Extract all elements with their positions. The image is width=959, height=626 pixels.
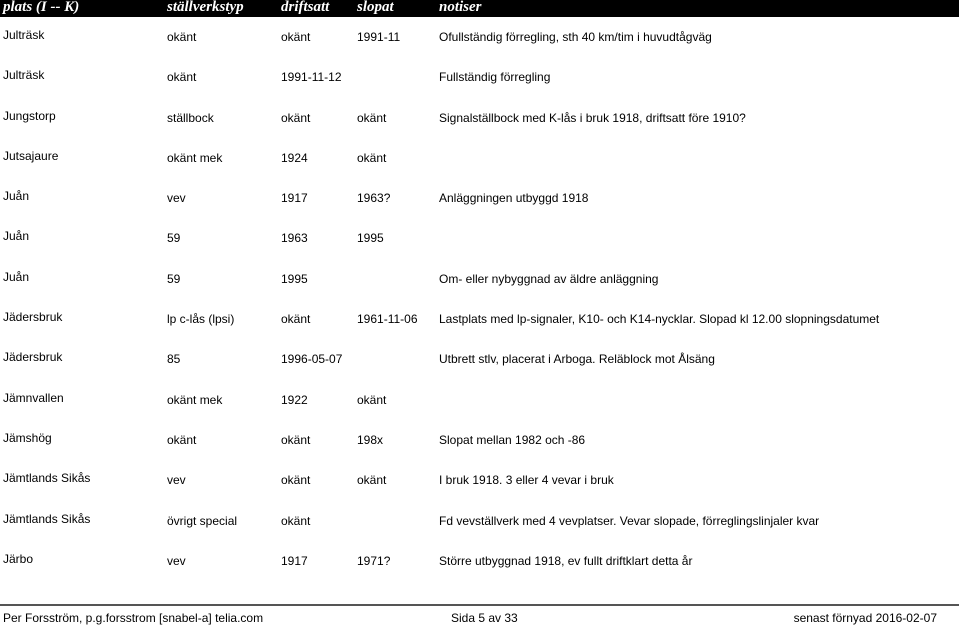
cell-notiser: Om- eller nybyggnad av äldre anläggning <box>439 271 659 286</box>
footer-divider <box>0 604 959 606</box>
cell-plats: Jämshög <box>3 430 52 445</box>
cell-slopat: okänt <box>357 110 387 125</box>
cell-notiser: I bruk 1918. 3 eller 4 vevar i bruk <box>439 473 614 488</box>
cell-slopat: okänt <box>357 150 387 165</box>
table-row <box>0 138 959 178</box>
footer-updated-date: senast förnyad 2016-02-07 <box>793 611 937 625</box>
cell-slopat: 1963? <box>357 191 391 206</box>
table-row <box>0 380 959 420</box>
cell-slopat: 1961-11-06 <box>357 312 418 327</box>
table-row <box>0 57 959 97</box>
cell-plats: Jutsajaure <box>3 148 59 163</box>
cell-plats: Jungstorp <box>3 108 56 123</box>
table-row <box>0 218 959 258</box>
cell-driftsatt: okänt <box>281 312 311 327</box>
cell-stallverkstyp: 59 <box>167 231 181 246</box>
cell-stallverkstyp: okänt <box>167 432 197 447</box>
cell-notiser: Fullständig förregling <box>439 70 551 85</box>
cell-slopat: 1971? <box>357 553 391 568</box>
cell-driftsatt: okänt <box>281 110 311 125</box>
cell-driftsatt: 1963 <box>281 231 308 246</box>
cell-plats: Jämtlands Sikås <box>3 471 91 486</box>
cell-plats: Järbo <box>3 551 34 566</box>
table-row <box>0 339 959 379</box>
header-plats: plats (I -- K) <box>3 0 80 15</box>
cell-stallverkstyp: okänt mek <box>167 150 223 165</box>
header-slopat: slopat <box>357 0 394 15</box>
cell-plats: Juån <box>3 269 30 284</box>
cell-notiser: Anläggningen utbyggd 1918 <box>439 191 589 206</box>
cell-stallverkstyp: okänt <box>167 30 197 44</box>
cell-driftsatt: 1917 <box>281 553 308 568</box>
cell-notiser: Lastplats med lp-signaler, K10- och K14-nycklar. Slopad kl 12.00 slopningsdatumet <box>439 312 880 327</box>
cell-stallverkstyp: okänt <box>167 70 197 85</box>
cell-notiser: Fd vevställverk med 4 vevplatser. Vevar slopade, förreglingslinjaler kvar <box>439 513 820 528</box>
page-footer <box>0 611 959 626</box>
cell-slopat: 1995 <box>357 231 384 246</box>
footer-author: Per Forsström, p.g.forsstrom [snabel-a] telia.com <box>3 611 264 625</box>
cell-driftsatt: 1924 <box>281 150 308 165</box>
table-row <box>0 98 959 138</box>
cell-notiser: Ofullständig förregling, sth 40 km/tim i huvudtågväg <box>439 30 712 44</box>
cell-plats: Juån <box>3 229 30 244</box>
header-driftsatt: driftsatt <box>281 0 330 15</box>
cell-plats: Juån <box>3 189 30 204</box>
cell-stallverkstyp: övrigt special <box>167 513 238 528</box>
cell-plats: Julträsk <box>3 68 45 83</box>
table-row <box>0 299 959 339</box>
cell-notiser: Signalställbock med K-lås i bruk 1918, driftsatt före 1910? <box>439 110 746 125</box>
cell-slopat: okänt <box>357 392 387 407</box>
cell-plats: Jädersbruk <box>3 350 63 365</box>
cell-driftsatt: 1991-11-12 <box>281 70 342 85</box>
cell-stallverkstyp: ställbock <box>167 110 214 125</box>
table-row <box>0 259 959 299</box>
cell-driftsatt: 1917 <box>281 191 308 206</box>
cell-stallverkstyp: vev <box>167 553 186 568</box>
cell-slopat: 198x <box>357 432 384 447</box>
cell-stallverkstyp: lp c-lås (lpsi) <box>167 312 235 327</box>
cell-driftsatt: 1922 <box>281 392 308 407</box>
cell-stallverkstyp: 85 <box>167 352 181 367</box>
cell-notiser: Större utbyggnad 1918, ev fullt driftklart detta år <box>439 553 693 568</box>
cell-stallverkstyp: okänt mek <box>167 392 223 407</box>
cell-notiser: Slopat mellan 1982 och -86 <box>439 432 586 447</box>
table-row <box>0 178 959 218</box>
cell-stallverkstyp: vev <box>167 473 186 488</box>
cell-notiser: Utbrett stlv, placerat i Arboga. Reläblock mot Ålsäng <box>439 352 715 367</box>
column-header-bar <box>0 0 959 17</box>
cell-slopat: 1991-11 <box>357 30 401 44</box>
cell-plats: Jädersbruk <box>3 310 63 325</box>
cell-plats: Julträsk <box>3 28 45 42</box>
footer-page-number: Sida 5 av 33 <box>451 611 518 625</box>
cell-driftsatt: okänt <box>281 473 311 488</box>
table-row <box>0 420 959 460</box>
table-row <box>0 460 959 500</box>
cell-driftsatt: okänt <box>281 513 311 528</box>
cell-slopat: okänt <box>357 473 387 488</box>
cell-plats: Jämnvallen <box>3 390 64 405</box>
table-row <box>0 501 959 541</box>
cell-stallverkstyp: vev <box>167 191 186 206</box>
header-stallverkstyp: ställverkstyp <box>167 0 244 15</box>
table-row <box>0 541 959 581</box>
header-notiser: notiser <box>439 0 482 15</box>
cell-driftsatt: 1995 <box>281 271 308 286</box>
table-row <box>0 17 959 57</box>
table-body <box>0 17 959 581</box>
cell-plats: Jämtlands Sikås <box>3 511 91 526</box>
cell-driftsatt: 1996-05-07 <box>281 352 343 367</box>
cell-driftsatt: okänt <box>281 30 311 44</box>
cell-stallverkstyp: 59 <box>167 271 181 286</box>
cell-driftsatt: okänt <box>281 432 311 447</box>
